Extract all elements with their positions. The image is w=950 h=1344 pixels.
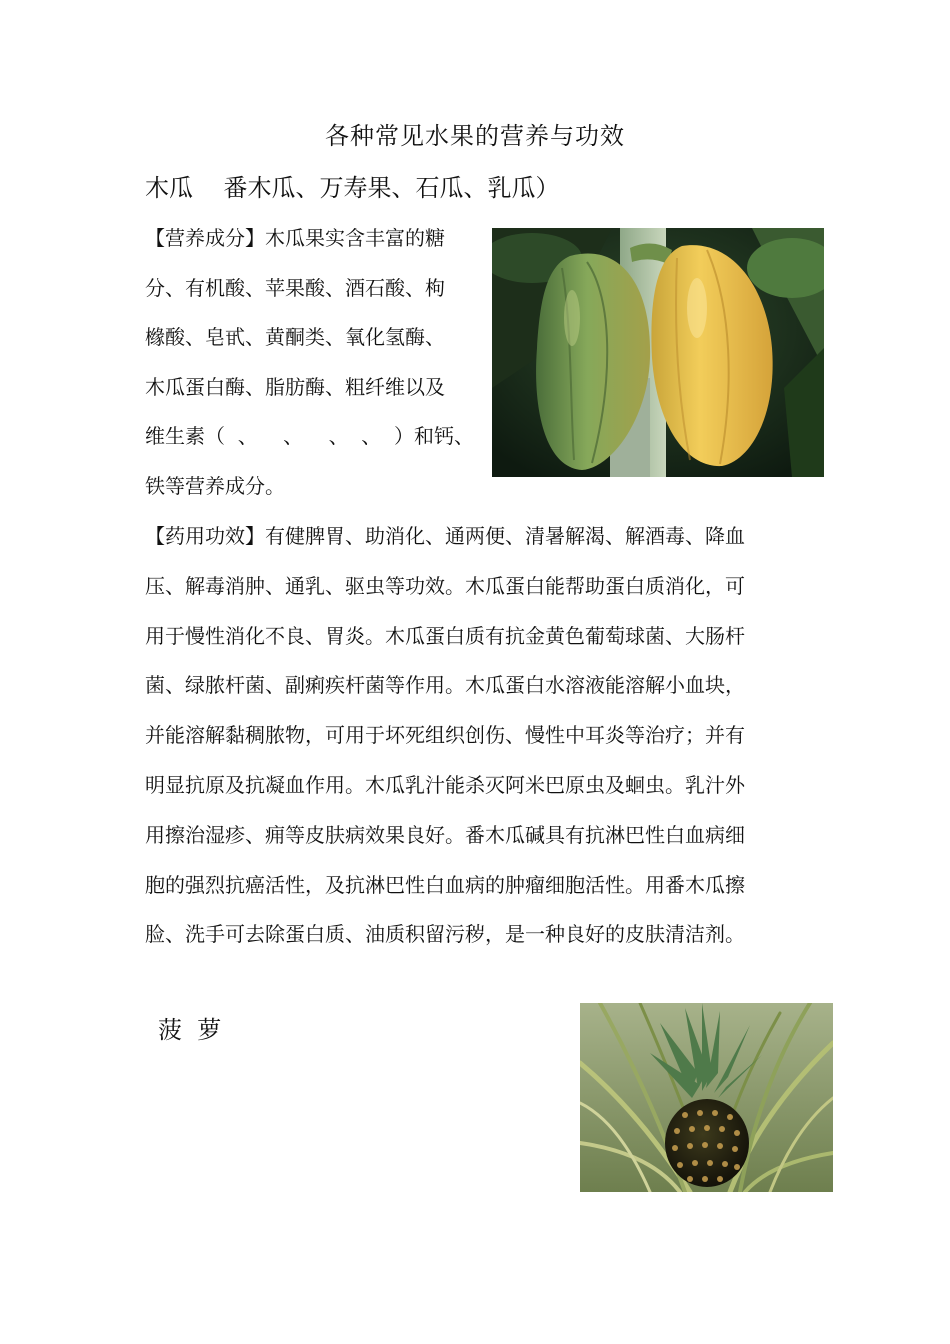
papaya-heading: 木瓜 番木瓜、万寿果、石瓜、乳瓜） [145,174,560,202]
medicinal-line: 并能溶解黏稠脓物，可用于坏死组织创伤、慢性中耳炎等治疗；并有 [145,723,745,748]
nutrition-line: 【营养成分】木瓜果实含丰富的糖 [145,226,445,250]
medicinal-line: 用擦治湿疹、痈等皮肤病效果良好。番木瓜碱具有抗淋巴性白血病细 [145,822,745,847]
papaya-medicinal-paragraph [145,512,813,960]
nutrition-line: 分、有机酸、苹果酸、酒石酸、枸 [145,275,445,300]
nutrition-line: 木瓜蛋白酶、脂肪酶、粗纤维以及 [145,374,445,399]
medicinal-line: 压、解毒消肿、通乳、驱虫等功效。木瓜蛋白能帮助蛋白质消化，可 [145,573,745,598]
medicinal-line: 胞的强烈抗癌活性，及抗淋巴性白血病的肿瘤细胞活性。用番木瓜擦 [145,872,745,897]
medicinal-line: 菌、绿脓杆菌、副痢疾杆菌等作用。木瓜蛋白水溶液能溶解小血块， [145,673,745,698]
nutrition-line: 铁等营养成分。 [145,473,285,498]
nutrition-line: 橼酸、皂甙、黄酮类、氧化氢酶、 [145,325,445,349]
papaya-photo [492,228,824,477]
pineapple-photo [580,1003,833,1192]
medicinal-line: 明显抗原及抗凝血作用。木瓜乳汁能杀灭阿米巴原虫及蛔虫。乳汁外 [145,772,745,797]
page-title: 各种常见水果的营养与功效 [325,122,625,150]
medicinal-line: 脸、洗手可去除蛋白质、油质积留污秽，是一种良好的皮肤清洁剂。 [145,922,745,947]
medicinal-line: 用于慢性消化不良、胃炎。木瓜蛋白质有抗金黄色葡萄球菌、大肠杆 [145,623,745,648]
medicinal-line: 【药用功效】有健脾胃、助消化、通两便、清暑解渴、解酒毒、降血 [145,524,745,548]
papaya-nutrition-paragraph [145,214,485,511]
pineapple-heading: 菠 萝 [158,1016,222,1044]
nutrition-line: 维生素（ 、 、 、 、 ）和钙、 [145,424,475,448]
